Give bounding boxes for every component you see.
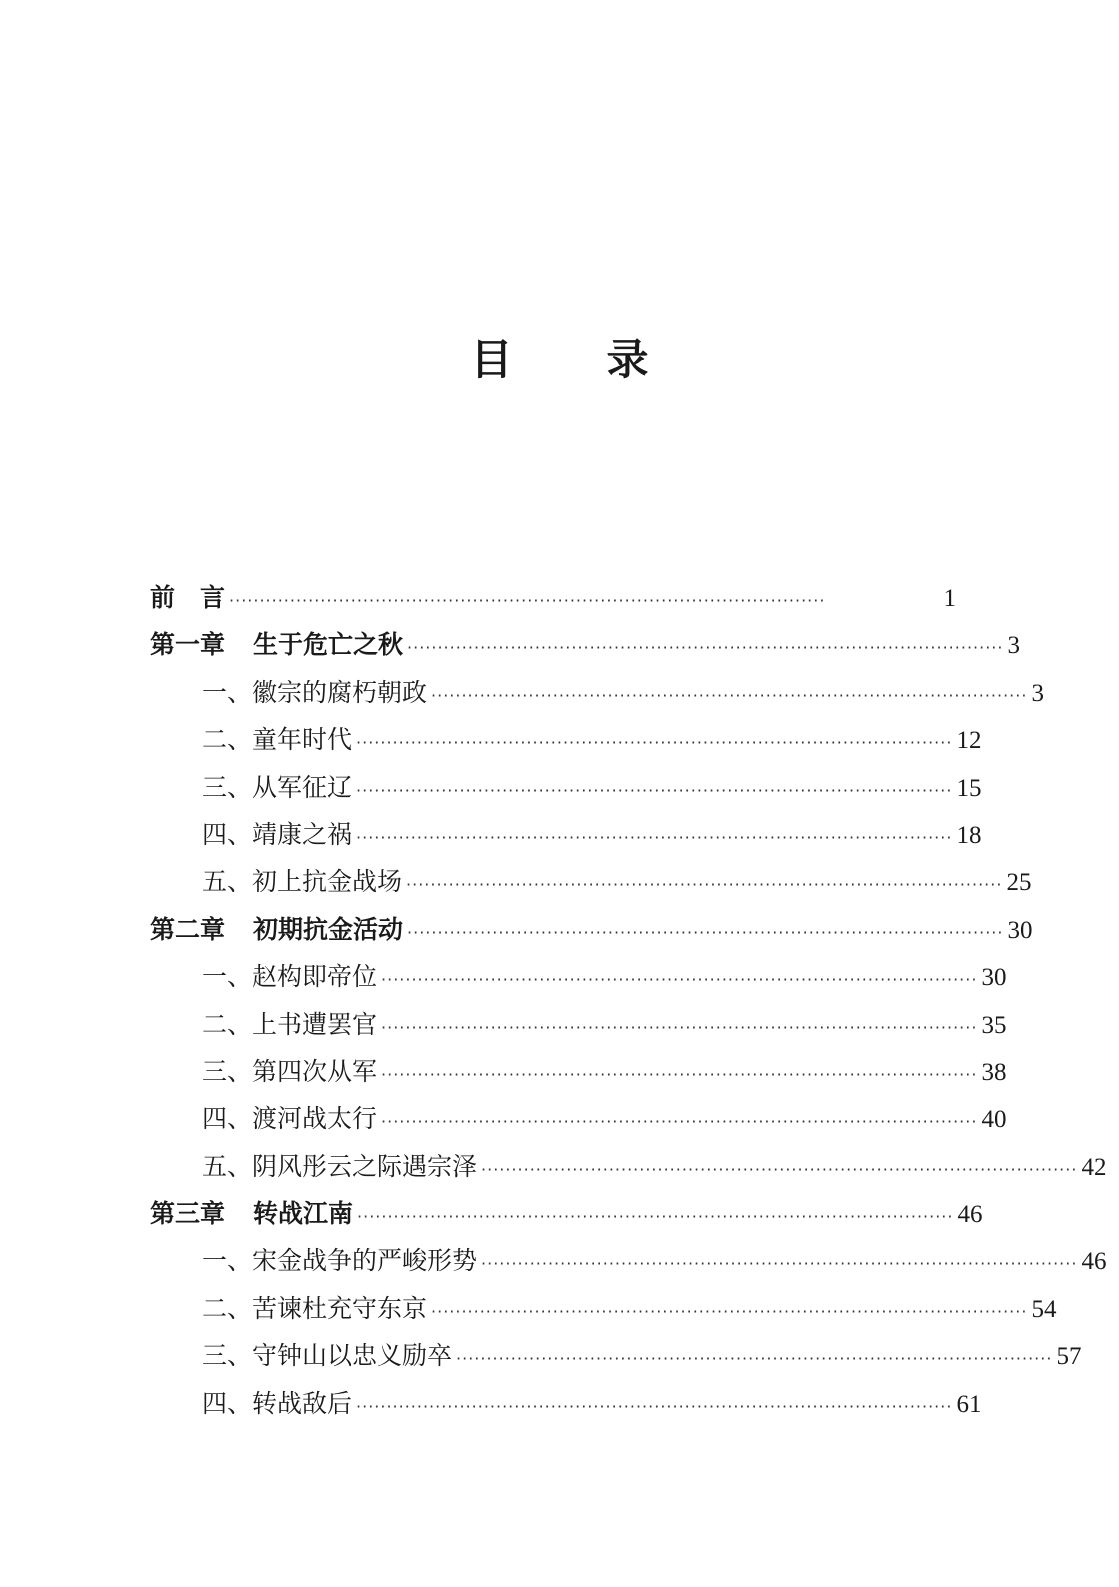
toc-leader-dots: ·································································································· [407, 922, 1004, 942]
toc-page-number: 61 [956, 1390, 982, 1418]
toc-page-number: 30 [1007, 916, 1033, 944]
toc-chapter-number: 前 言 [150, 583, 226, 612]
toc-page-number: 38 [981, 1058, 1007, 1086]
toc-page-number: 12 [956, 727, 982, 755]
toc-entry-chapter-1[interactable] [150, 621, 1020, 668]
toc-page-number: 46 [1081, 1248, 1107, 1276]
toc-page-number: 40 [981, 1106, 1007, 1134]
toc-leader-dots: ·································································································· [431, 685, 1028, 705]
toc-entry-section[interactable] [150, 1095, 1007, 1142]
toc-entry-label [150, 906, 403, 953]
toc-entry-section[interactable] [150, 1380, 982, 1427]
page-title: 目 录 [470, 335, 675, 384]
toc-chapter-title: 初期抗金活动 [253, 914, 404, 944]
toc-leader-dots: ·································································································· [356, 733, 953, 753]
toc-section-title: 二、上书遭罢官 [202, 1009, 378, 1039]
toc-entry-section[interactable] [150, 1001, 1007, 1048]
toc-entry-preface[interactable] [150, 574, 956, 621]
toc-section-title: 二、苦谏杜充守东京 [202, 1293, 428, 1323]
toc-page-number: 3 [1007, 632, 1020, 660]
toc-entry-chapter-2[interactable] [150, 906, 1033, 953]
toc-section-title: 五、初上抗金战场 [202, 867, 403, 897]
toc-entry-section[interactable] [150, 811, 982, 858]
toc-entry-section[interactable] [150, 1285, 1057, 1332]
toc-entry-chapter-3[interactable] [150, 1190, 983, 1237]
toc-leader-dots: ·································································································· [381, 970, 978, 990]
toc-entry-section[interactable] [150, 669, 1044, 716]
toc-section-title: 一、赵构即帝位 [202, 962, 378, 992]
toc-section-title: 四、靖康之祸 [202, 819, 353, 849]
toc-section-title: 三、从军征辽 [202, 772, 353, 802]
toc-page-number: 30 [981, 964, 1007, 992]
toc-section-title: 四、渡河战太行 [202, 1104, 378, 1134]
toc-leader-dots: ·································································································· [407, 638, 1004, 658]
toc-entry-section[interactable] [150, 1332, 1082, 1379]
toc-page-number: 25 [1006, 869, 1032, 897]
toc-page-number: 18 [956, 821, 982, 849]
toc-section-title: 三、第四次从军 [202, 1056, 378, 1086]
toc-section-title: 四、转战敌后 [202, 1388, 353, 1418]
toc-entry-label [150, 1190, 353, 1237]
toc-page-number: 1 [943, 585, 956, 612]
toc-leader-dots: ·································································································· [481, 1254, 1078, 1274]
toc-page-number: 15 [956, 774, 982, 802]
toc-chapter-title: 生于危亡之秋 [253, 630, 404, 660]
toc-chapter-number: 第三章 [150, 1199, 226, 1229]
table-of-contents [150, 574, 1107, 1427]
toc-page-number: 54 [1031, 1295, 1057, 1323]
toc-leader-dots: ·································································································· [481, 1159, 1078, 1179]
toc-leader-dots: ·································································································· [381, 1112, 978, 1132]
toc-page-number: 42 [1081, 1153, 1107, 1181]
toc-entry-label [150, 574, 225, 621]
toc-page-number: 57 [1056, 1343, 1082, 1371]
toc-leader-dots: ·································································································· [356, 780, 953, 800]
toc-leader-dots: ·································································································· [406, 875, 1003, 895]
toc-section-title: 一、徽宗的腐朽朝政 [202, 677, 428, 707]
toc-entry-label [150, 621, 403, 668]
toc-leader-dots: ·································································································· [356, 827, 953, 847]
toc-section-title: 五、阴风彤云之际遇宗泽 [202, 1151, 478, 1181]
toc-chapter-title: 转战江南 [253, 1199, 354, 1229]
toc-entry-section[interactable] [150, 1237, 1107, 1284]
toc-page-number: 35 [981, 1011, 1007, 1039]
toc-section-title: 三、守钟山以忠义励卒 [202, 1341, 453, 1371]
toc-page-number: 3 [1031, 679, 1044, 707]
toc-leader-dots: ·································································································· [456, 1349, 1053, 1369]
toc-leader-dots: ·································································································· [381, 1017, 978, 1037]
toc-chapter-number: 第二章 [150, 914, 226, 944]
toc-leader-dots: ·································································································· [431, 1301, 1028, 1321]
toc-leader-dots: ·································································································· [356, 1396, 953, 1416]
toc-leader-dots: ·································································································· [229, 591, 826, 610]
toc-section-title: 二、童年时代 [202, 725, 353, 755]
toc-leader-dots: ·································································································· [381, 1064, 978, 1084]
toc-leader-dots: ·································································································· [357, 1207, 954, 1227]
toc-entry-section[interactable] [150, 764, 982, 811]
toc-entry-section[interactable] [150, 953, 1007, 1000]
toc-entry-section[interactable] [150, 858, 1032, 905]
toc-chapter-number: 第一章 [150, 630, 226, 660]
toc-entry-section[interactable] [150, 716, 982, 763]
toc-page-number: 46 [957, 1201, 983, 1229]
toc-section-title: 一、宋金战争的严峻形势 [202, 1246, 478, 1276]
toc-entry-section[interactable] [150, 1143, 1107, 1190]
toc-entry-section[interactable] [150, 1048, 1007, 1095]
